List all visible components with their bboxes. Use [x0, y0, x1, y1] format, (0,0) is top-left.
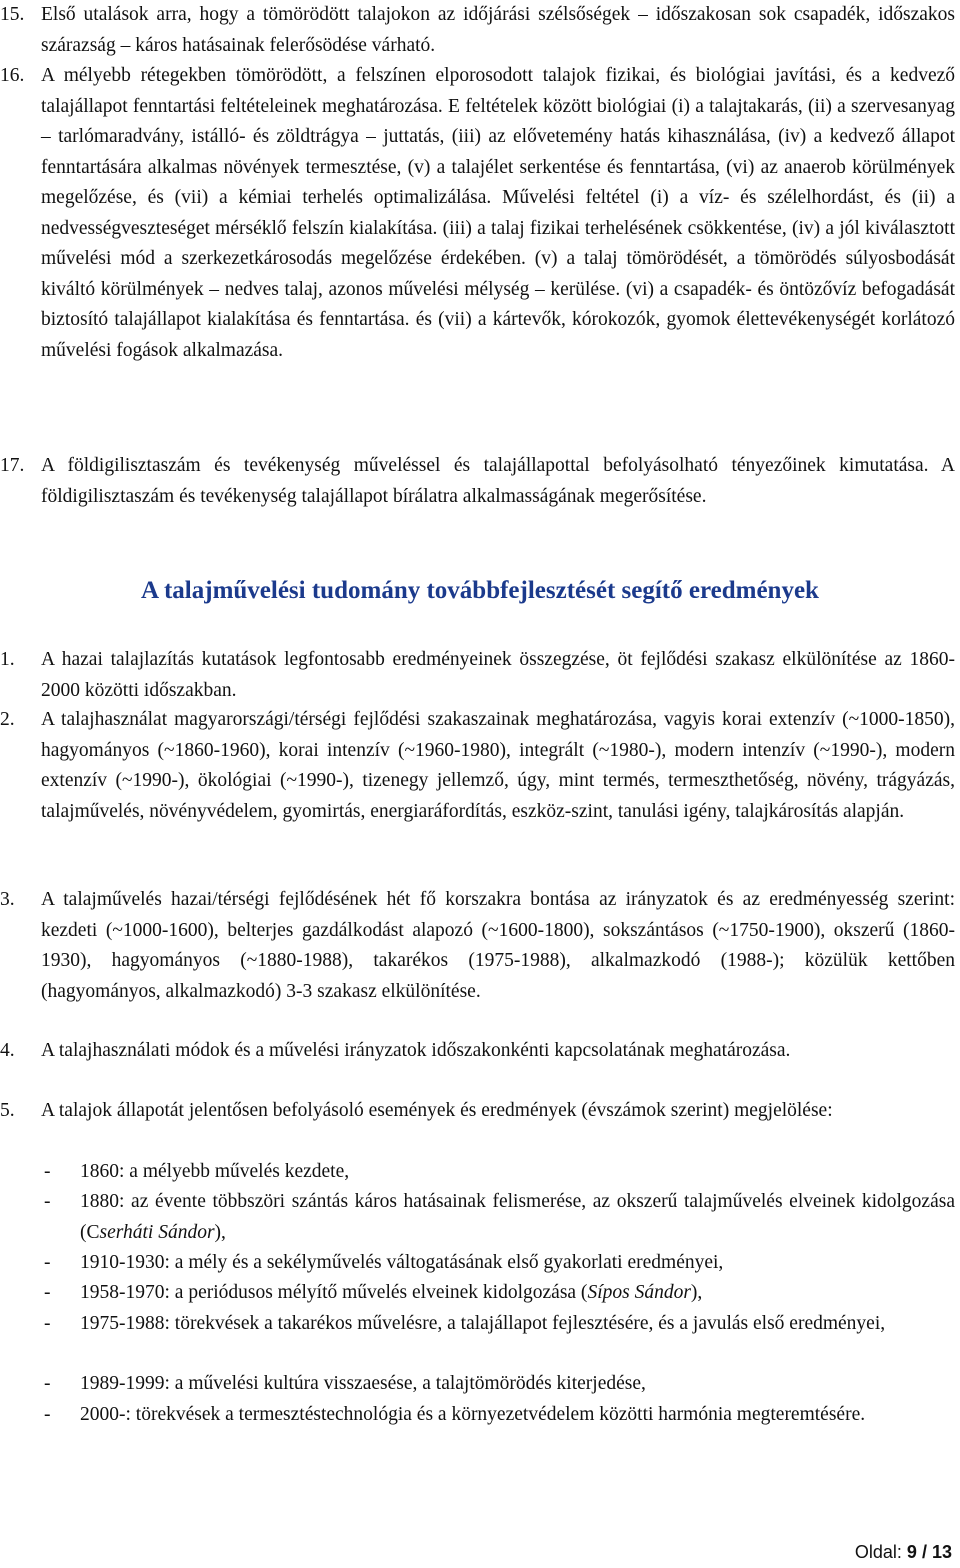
- dash-text: 1880: az évente többszöri szántás káros hatásainak felismerése, az okszerű talajművelés elveinek kidolgozása (Cserháti Sándor),: [80, 1191, 955, 1243]
- item-number: 5.: [0, 1100, 15, 1121]
- page-separator: /: [921, 1542, 927, 1562]
- dash-marker: -: [44, 1191, 51, 1212]
- person-name: Sípos Sándor: [587, 1282, 691, 1303]
- dash-marker: -: [44, 1373, 51, 1394]
- dash-item-1989: [0, 1369, 955, 1400]
- dash-marker: -: [44, 1161, 51, 1182]
- dash-item-1975: [0, 1309, 955, 1340]
- dash-item-1910: [0, 1248, 955, 1279]
- item-text: A földigilisztaszám és tevékenység műveléssel és talajállapottal befolyásolható tényezőinek kimutatása. A földigilisztaszám és tevékenység talajállapot bírálatra alkalmasságának megerősítése.: [41, 455, 955, 507]
- page-current: 9: [906, 1542, 917, 1562]
- dash-marker: -: [44, 1282, 51, 1303]
- page-label: Oldal:: [854, 1542, 902, 1562]
- dash-text: 1958-1970: a periódusos mélyítő művelés elveinek kidolgozása (Sípos Sándor),: [80, 1282, 703, 1303]
- item-number: 2.: [0, 709, 15, 730]
- item-text: A mélyebb rétegekben tömörödött, a felszínen elporosodott talajok fizikai, és biológiai javítási, és a kedvező talajállapot fenntartási feltételeinek meghatározása. E feltételek között biológiai (i) a talajtakarás, (ii) a szervesanyag – tarlómaradvány, istálló- és zöldtrágya – juttatás, (iii) az elővetemény hatás kihasználása, (iv) a kedvező állapot fenntartására alkalmas növények termesztése, (v) a talajélet serkentése és fenntartása, (vi) az anaerob körülmények megelőzése, és (vii) a kémiai terhelés optimalizálása. Művelési feltétel (i) a víz- és szélelhordást, és (ii) a nedvességveszteséget mérséklő felszín kialakítása. (iii) a talaj fizikai terhelésének csökkentése, (iv) a jól kiválasztott művelési mód a szerkezetkárosodás megelőzése érdekében. (v) a talaj tömörödését, a tömörödés súlyosbodását kiváltó körülmények – nedves talaj, azonos művelési mélység – kerülése. (vi) a csapadék- és öntözővíz befogadását biztosító talajállapot kialakítása és fenntartása. és (vii) a kártevők, kórokozók, gyomok élettevékenységét korlátozó művelési fogások alkalmazása.: [41, 65, 955, 361]
- list-item-2: [0, 705, 955, 827]
- person-name: serháti Sándor: [99, 1221, 215, 1243]
- list-item-16: [0, 61, 955, 366]
- list-item-5: [0, 1096, 955, 1127]
- dash-text: 1975-1988: törekvések a takarékos művelésre, a talajállapot fejlesztésére, és a javulás első eredményei,: [80, 1313, 886, 1334]
- page-total: 13: [931, 1542, 952, 1562]
- item-text: A talajművelés hazai/térségi fejlődésének hét fő korszakra bontása az irányzatok és az eredményesség szerint: kezdeti (~1000-1600), belterjes gazdálkodást alapozó (~1600-1800), sokszántásos (~1750-1900), okszerű (1860-1930), hagyományos (~1880-1988), takarékos (1975-1988), alkalmazkodó (1988-); közülük kettőben (hagyományos, alkalmazkodó) 3-3 szakasz elkülönítése.: [41, 889, 955, 1002]
- item-number: 16.: [0, 65, 25, 86]
- dash-marker: -: [44, 1313, 51, 1334]
- item-text: A hazai talajlazítás kutatások legfontosabb eredményeinek összegzése, öt fejlődési szakasz elkülönítése az 1860-2000 közötti időszakban.: [41, 649, 955, 701]
- item-text: A talajhasználati módok és a művelési irányzatok időszakonkénti kapcsolatának meghatározása.: [41, 1040, 791, 1061]
- page-number: [855, 1540, 952, 1564]
- list-item-15: [0, 0, 955, 61]
- item-number: 15.: [0, 4, 25, 25]
- item-text: A talajok állapotát jelentősen befolyásoló események és eredmények (évszámok szerint) megjelölése:: [41, 1100, 833, 1121]
- item-number: 1.: [0, 649, 15, 670]
- dash-text: 1989-1999: a művelési kultúra visszaesése, a talajtömörödés kiterjedése,: [80, 1373, 646, 1394]
- list-item-17: [0, 451, 955, 512]
- dash-text: 1910-1930: a mély és a sekélyművelés váltogatásának első gyakorlati eredményei,: [80, 1252, 724, 1273]
- dash-marker: -: [44, 1252, 51, 1273]
- item-number: 4.: [0, 1040, 15, 1061]
- dash-marker: -: [44, 1404, 51, 1425]
- list-item-4: [0, 1036, 955, 1067]
- item-text: A talajhasználat magyarországi/térségi fejlődési szakaszainak meghatározása, vagyis korai extenzív (~1000-1850), hagyományos (~1860-1960), korai intenzív (~1960-1980), integrált (~1980-), modern intenzív (~1990-), modern extenzív (~1990-), ökológiai (~1990-), tizenegy jellemző, úgy, mint termés, termeszthetőség, növény, trágyázás, talajművelés, növényvédelem, gyomirtás, energiaráfordítás, eszköz-szint, tanulási igény, talajkárosítás alapján.: [41, 709, 955, 822]
- list-item-1: [0, 645, 955, 706]
- dash-item-2000: [0, 1400, 955, 1431]
- item-text: Első utalások arra, hogy a tömörödött talajokon az időjárási szélsőségek – időszakosan sok csapadék, időszakos szárazság – káros hatásainak felerősödése várható.: [41, 4, 955, 56]
- dash-item-1860: [0, 1157, 955, 1188]
- item-number: 17.: [0, 455, 25, 476]
- list-item-3: [0, 885, 955, 1007]
- dash-item-1958: [0, 1278, 955, 1309]
- item-number: 3.: [0, 889, 15, 910]
- dash-item-1880: [0, 1187, 955, 1248]
- dash-text: 2000-: törekvések a termesztéstechnológia és a környezetvédelem közötti harmónia megteremtésére.: [80, 1404, 866, 1425]
- section-heading: A talajművelési tudomány továbbfejlesztését segítő eredmények: [141, 577, 819, 604]
- dash-text: 1860: a mélyebb művelés kezdete,: [80, 1161, 350, 1182]
